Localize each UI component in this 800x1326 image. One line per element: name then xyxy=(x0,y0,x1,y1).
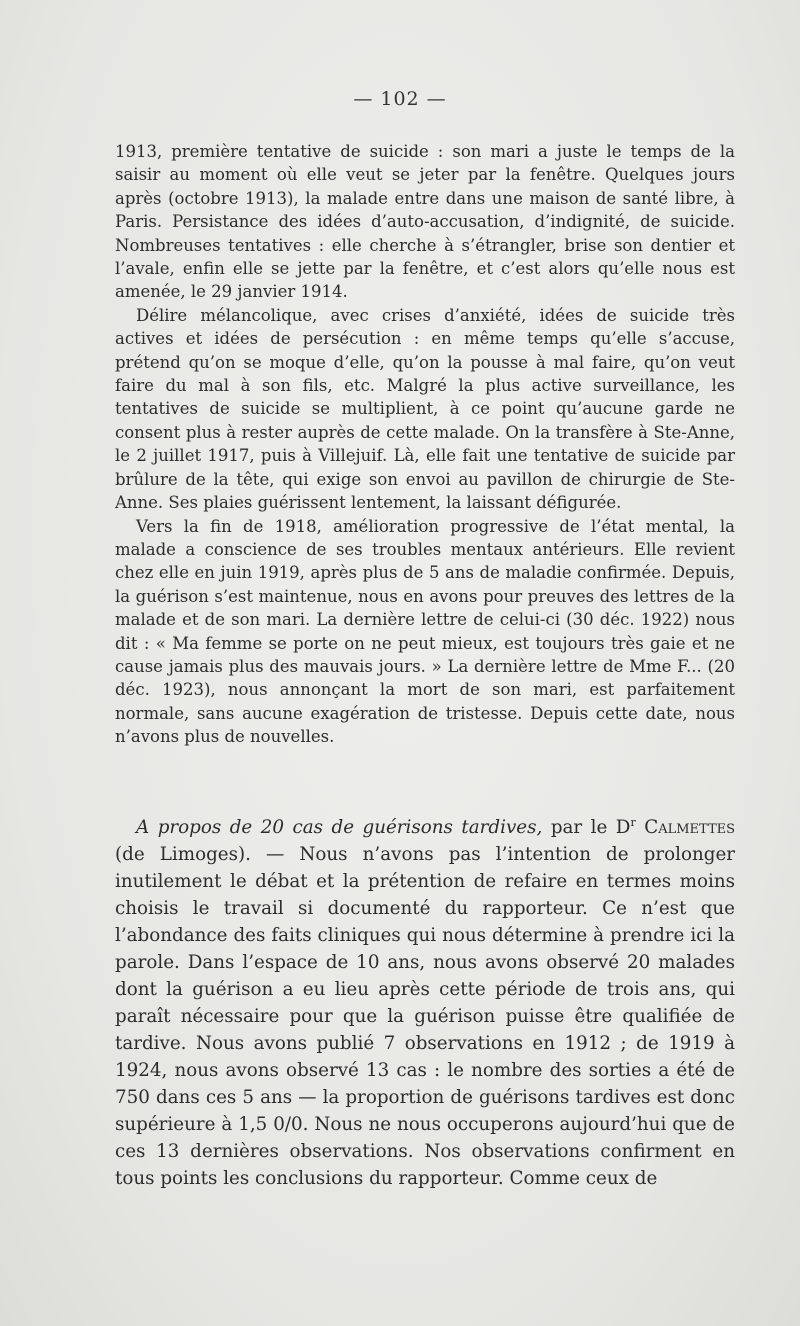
page-number: — 102 — xyxy=(353,88,447,110)
author-place: (de Limoges). xyxy=(115,844,251,865)
section-title: A propos de 20 cas de guérisons tardives, xyxy=(136,817,543,838)
author-title-sup: r xyxy=(630,815,636,829)
case-paragraph-1: 1913, première tentative de suicide : son mari a juste le temps de la saisir au moment où elle veut se jeter par la fenêtre. Quelques jours après (octobre 1913), la malade entre dans une maison de santé libre, à Paris. Persistance des idées d’auto-accusation, d’indignité, de suicide. Nombreuses tentatives : elle cherche à s’étrangler, brise son dentier et l’avale, enfin elle se jette par la fenêtre, et c’est alors qu’elle nous est amenée, le 29 janvier 1914. xyxy=(115,142,735,302)
communication-section xyxy=(115,814,735,1192)
author-name: Calmettes xyxy=(644,817,736,838)
section-body: — Nous n’avons pas l’intention de prolonger inutilement le débat et la prétention de refaire en termes moins choisis le travail si documenté du rapporteur. Ce n’est que l’abondance des faits cliniques qui nous détermine à prendre ici la parole. Dans l’espace de 10 ans, nous avons observé 20 malades dont la guérison a eu lieu après cette période de trois ans, qui paraît nécessaire pour que la guérison puisse être qualifiée de tardive. Nous avons publié 7 observations en 1912 ; de 1919 à 1924, nous avons observé 13 cas : le nombre des sorties a été de 750 dans ces 5 ans — la proportion de guérisons tardives est donc supérieure à 1,5 0/0. Nous ne nous occuperons aujourd’hui que de ces 13 dernières observations. Nos observations confirment en tous points les conclusions du rapporteur. Comme ceux de xyxy=(115,844,736,1189)
case-paragraph-3: Vers la fin de 1918, amélioration progressive de l’état mental, la malade a conscience de ses troubles mentaux antérieurs. Elle revient chez elle en juin 1919, après plus de 5 ans de maladie confirmée. Depuis, la guérison s’est maintenue, nous en avons pour preuves des lettres de la malade et de son mari. La dernière lettre de celui-ci (30 déc. 1922) nous dit : « Ma femme se porte on ne peut mieux, est toujours très gaie et ne cause jamais plus des mauvais jours. » La dernière lettre de Mme F... (20 déc. 1923), nous annonçant la mort de son mari, est parfaitement normale, sans aucune exagération de tristesse. Depuis cette date, nous n’avons plus de nouvelles. xyxy=(115,516,735,747)
case-paragraph-2: Délire mélancolique, avec crises d’anxiété, idées de suicide très actives et idées de persécution : en même temps qu’elle s’accuse, prétend qu’on se moque d’elle, qu’on la pousse à mal faire, qu’on veut faire du mal à son fils, etc. Malgré la plus active surveillance, les tentatives de suicide se multiplient, à ce point qu’aucune garde ne consent plus à rester auprès de cette malade. On la transfère à Ste-Anne, le 2 juillet 1917, puis à Villejuif. Là, elle fait une tentative de suicide par brûlure de la tête, qui exige son envoi au pavillon de chirurgie de Ste-Anne. Ses plaies guérissent lentement, la laissant défigurée. xyxy=(115,305,735,513)
communication-paragraph xyxy=(115,814,735,1192)
author-prefix: par le D xyxy=(550,817,631,838)
case-report xyxy=(115,140,735,749)
